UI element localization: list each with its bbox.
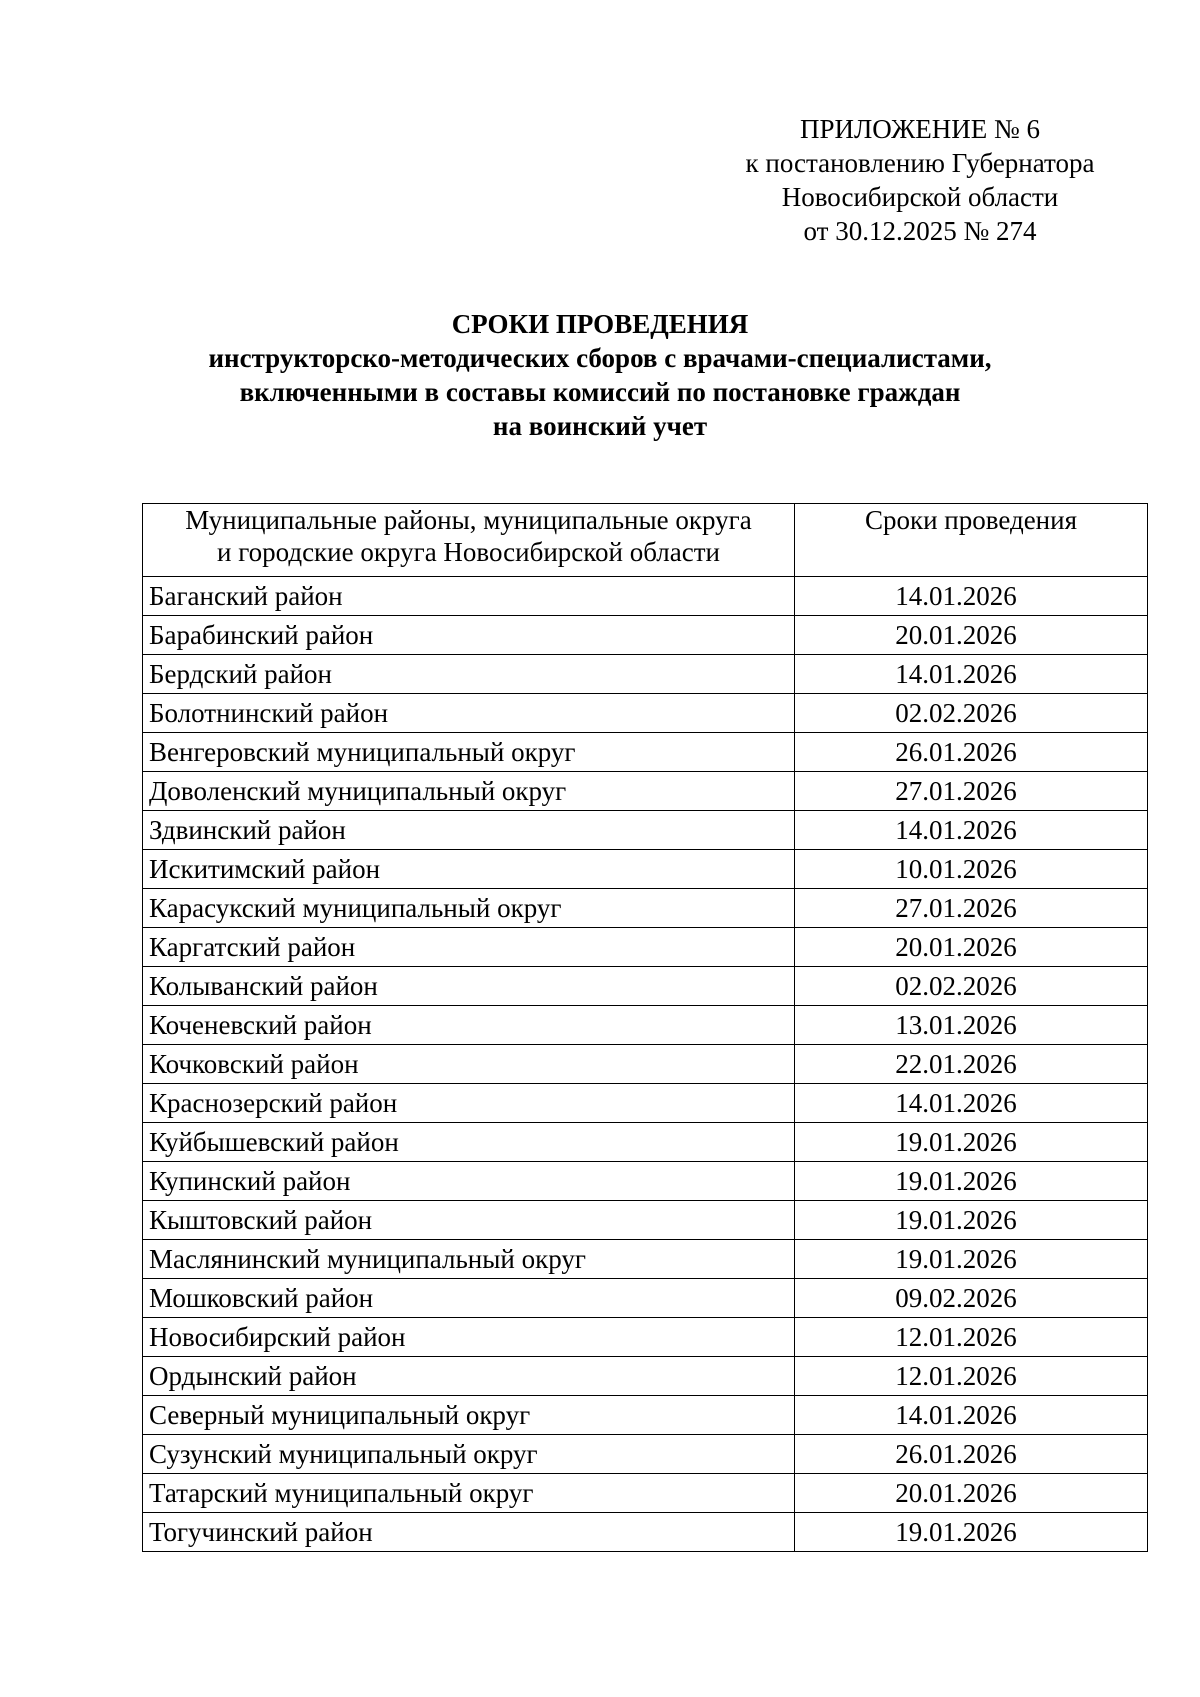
appendix-header [700,112,1140,248]
session-date: 26.01.2026 [795,1435,1148,1474]
table-row [143,967,1148,1006]
municipality-name: Здвинский район [143,811,795,850]
table-row [143,694,1148,733]
header-municipalities [143,504,795,577]
session-date: 22.01.2026 [795,1045,1148,1084]
municipality-name: Тогучинский район [143,1513,795,1552]
session-date: 19.01.2026 [795,1513,1148,1552]
header-dates: Сроки проведения [795,504,1148,577]
schedule-table [142,503,1148,1552]
table-row [143,1513,1148,1552]
session-date: 27.01.2026 [795,772,1148,811]
session-date: 14.01.2026 [795,655,1148,694]
table-row [143,1084,1148,1123]
session-date: 12.01.2026 [795,1357,1148,1396]
session-date: 27.01.2026 [795,889,1148,928]
table-row [143,1279,1148,1318]
session-date: 19.01.2026 [795,1162,1148,1201]
table-row [143,616,1148,655]
municipality-name: Доволенский муниципальный округ [143,772,795,811]
table-row [143,1318,1148,1357]
title-line-3: включенными в составы комиссий по постановке граждан [239,377,961,407]
municipality-name: Мошковский район [143,1279,795,1318]
session-date: 02.02.2026 [795,967,1148,1006]
table-row [143,772,1148,811]
municipality-name: Новосибирский район [143,1318,795,1357]
title-line-1: СРОКИ ПРОВЕДЕНИЯ [451,309,749,339]
municipality-name: Барабинский район [143,616,795,655]
municipality-name: Венгеровский муниципальный округ [143,733,795,772]
session-date: 10.01.2026 [795,850,1148,889]
municipality-name: Бердский район [143,655,795,694]
table-row [143,655,1148,694]
municipality-name: Карасукский муниципальный округ [143,889,795,928]
session-date: 14.01.2026 [795,1396,1148,1435]
session-date: 14.01.2026 [795,1084,1148,1123]
session-date: 12.01.2026 [795,1318,1148,1357]
header-municipalities-line-2: и городские округа Новосибирской области [217,537,720,567]
appendix-number: ПРИЛОЖЕНИЕ № 6 [799,114,1041,144]
session-date: 20.01.2026 [795,928,1148,967]
header-municipalities-line-1: Муниципальные районы, муниципальные округа [185,505,752,535]
table-body [143,577,1148,1552]
table-row [143,1240,1148,1279]
table-row [143,577,1148,616]
session-date: 26.01.2026 [795,733,1148,772]
municipality-name: Баганский район [143,577,795,616]
municipality-name: Северный муниципальный округ [143,1396,795,1435]
appendix-reference: к постановлению Губернатора [745,148,1095,178]
table-row [143,1357,1148,1396]
appendix-region: Новосибирской области [781,182,1059,212]
table-row [143,1045,1148,1084]
municipality-name: Искитимский район [143,850,795,889]
table-row [143,1435,1148,1474]
session-date: 14.01.2026 [795,811,1148,850]
municipality-name: Куйбышевский район [143,1123,795,1162]
title-line-2: инструкторско-методических сборов с врачами-специалистами, [208,343,992,373]
table-header-row [143,504,1148,577]
session-date: 19.01.2026 [795,1240,1148,1279]
table-row [143,811,1148,850]
municipality-name: Краснозерский район [143,1084,795,1123]
session-date: 20.01.2026 [795,1474,1148,1513]
appendix-date-number: от 30.12.2025 № 274 [803,216,1037,246]
municipality-name: Ордынский район [143,1357,795,1396]
municipality-name: Колыванский район [143,967,795,1006]
title-line-4: на воинский учет [492,411,708,441]
municipality-name: Коченевский район [143,1006,795,1045]
session-date: 14.01.2026 [795,577,1148,616]
table-row [143,1006,1148,1045]
municipality-name: Кыштовский район [143,1201,795,1240]
municipality-name: Болотнинский район [143,694,795,733]
municipality-name: Сузунский муниципальный округ [143,1435,795,1474]
table-row [143,1201,1148,1240]
municipality-name: Маслянинский муниципальный округ [143,1240,795,1279]
table-row [143,1162,1148,1201]
municipality-name: Каргатский район [143,928,795,967]
table-row [143,889,1148,928]
session-date: 19.01.2026 [795,1123,1148,1162]
table-row [143,850,1148,889]
session-date: 02.02.2026 [795,694,1148,733]
table-row [143,1396,1148,1435]
table-row [143,733,1148,772]
table-row [143,928,1148,967]
municipality-name: Купинский район [143,1162,795,1201]
table-row [143,1123,1148,1162]
session-date: 09.02.2026 [795,1279,1148,1318]
session-date: 13.01.2026 [795,1006,1148,1045]
session-date: 20.01.2026 [795,616,1148,655]
municipality-name: Татарский муниципальный округ [143,1474,795,1513]
session-date: 19.01.2026 [795,1201,1148,1240]
municipality-name: Кочковский район [143,1045,795,1084]
table-row [143,1474,1148,1513]
document-title [100,307,1100,443]
